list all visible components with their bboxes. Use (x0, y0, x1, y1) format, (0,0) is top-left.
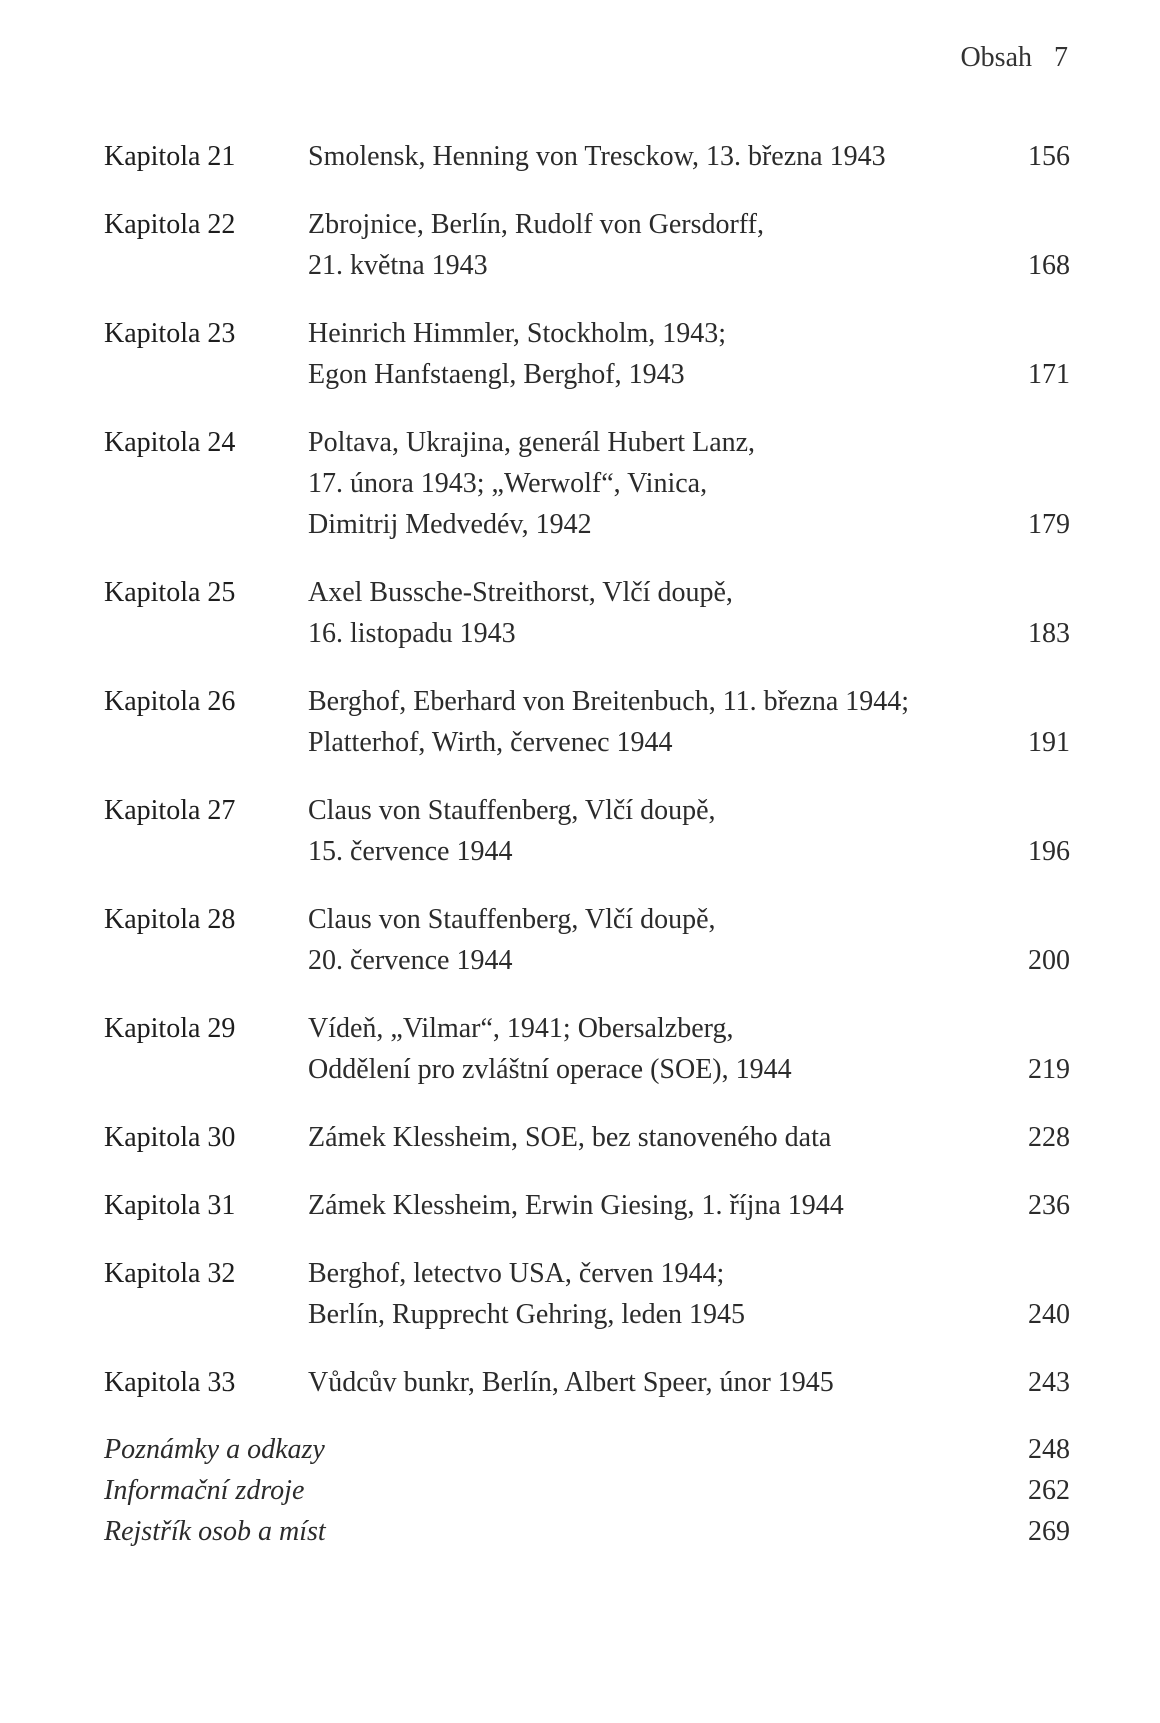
chapter-title-line: Axel Bussche-Streithorst, Vlčí doupě, (308, 577, 733, 608)
chapter-page-number: 240 (1028, 1299, 1070, 1330)
chapter-title (308, 1117, 998, 1158)
chapter-label: Kapitola 25 (104, 577, 236, 608)
chapter-page-number: 243 (1028, 1367, 1070, 1398)
back-matter-item (104, 1429, 1070, 1470)
toc-entry (104, 1362, 1070, 1403)
back-matter-title: Rejstřík osob a míst (104, 1516, 326, 1547)
chapter-title (308, 899, 998, 981)
chapter-title-line: Heinrich Himmler, Stockholm, 1943; (308, 318, 727, 349)
chapter-title-line: Dimitrij Medvedév, 1942 (308, 509, 592, 540)
back-matter-item (104, 1470, 1070, 1511)
chapter-title-line: Berlín, Rupprecht Gehring, leden 1945 (308, 1299, 746, 1330)
chapter-title-line: 15. července 1944 (308, 836, 513, 867)
chapter-title-line: 21. května 1943 (308, 250, 488, 281)
chapter-title-line: Berghof, letectvo USA, červen 1944; (308, 1258, 725, 1289)
chapter-page-number: 183 (1028, 618, 1070, 649)
chapter-label: Kapitola 23 (104, 318, 236, 349)
chapter-label: Kapitola 30 (104, 1122, 236, 1153)
page-number: 7 (1054, 42, 1068, 73)
chapter-label: Kapitola 33 (104, 1367, 236, 1398)
chapter-page-number: 200 (1028, 945, 1070, 976)
chapter-page-number: 156 (1028, 141, 1070, 172)
back-matter-page-number: 248 (1028, 1434, 1070, 1465)
chapter-title (308, 1185, 998, 1226)
back-matter-title: Poznámky a odkazy (104, 1434, 325, 1465)
chapter-title (308, 790, 998, 872)
chapter-page-number: 179 (1028, 509, 1070, 540)
chapter-title (308, 681, 998, 763)
table-of-contents (104, 136, 1070, 1430)
toc-entry (104, 1253, 1070, 1335)
running-head (960, 42, 1068, 74)
chapter-title-line: Oddělení pro zvláštní operace (SOE), 1944 (308, 1054, 792, 1085)
chapter-label: Kapitola 29 (104, 1013, 236, 1044)
toc-entry (104, 422, 1070, 545)
back-matter-item (104, 1511, 1070, 1552)
chapter-page-number: 191 (1028, 727, 1070, 758)
chapter-title-line: Zbrojnice, Berlín, Rudolf von Gersdorff, (308, 209, 764, 240)
chapter-title-line: 16. listopadu 1943 (308, 618, 516, 649)
chapter-title (308, 1008, 998, 1090)
chapter-title (308, 1362, 998, 1403)
toc-entry (104, 899, 1070, 981)
toc-entry (104, 1117, 1070, 1158)
toc-entry (104, 681, 1070, 763)
chapter-label: Kapitola 27 (104, 795, 236, 826)
chapter-title-line: Smolensk, Henning von Tresckow, 13. března 1943 (308, 141, 886, 172)
chapter-title-line: Claus von Stauffenberg, Vlčí doupě, (308, 904, 716, 935)
chapter-page-number: 168 (1028, 250, 1070, 281)
chapter-title-line: Vídeň, „Vilmar“, 1941; Obersalzberg, (308, 1013, 734, 1044)
chapter-title-line: 20. července 1944 (308, 945, 513, 976)
chapter-page-number: 196 (1028, 836, 1070, 867)
back-matter-list (104, 1429, 1070, 1552)
toc-entry (104, 204, 1070, 286)
chapter-title-line: Berghof, Eberhard von Breitenbuch, 11. března 1944; (308, 686, 910, 717)
chapter-title (308, 572, 998, 654)
back-matter-page-number: 262 (1028, 1475, 1070, 1506)
chapter-title-line: 17. února 1943; „Werwolf“, Vinica, (308, 468, 708, 499)
chapter-title (308, 204, 998, 286)
chapter-title (308, 422, 998, 545)
toc-entry (104, 136, 1070, 177)
chapter-label: Kapitola 31 (104, 1190, 236, 1221)
chapter-title-line: Egon Hanfstaengl, Berghof, 1943 (308, 359, 685, 390)
toc-entry (104, 1008, 1070, 1090)
toc-entry (104, 313, 1070, 395)
toc-entry (104, 790, 1070, 872)
chapter-title-line: Poltava, Ukrajina, generál Hubert Lanz, (308, 427, 756, 458)
back-matter-page-number: 269 (1028, 1516, 1070, 1547)
chapter-title (308, 1253, 998, 1335)
back-matter-title: Informační zdroje (104, 1475, 305, 1506)
toc-entry (104, 1185, 1070, 1226)
chapter-label: Kapitola 28 (104, 904, 236, 935)
chapter-title-line: Claus von Stauffenberg, Vlčí doupě, (308, 795, 716, 826)
chapter-title-line: Zámek Klessheim, Erwin Giesing, 1. října 1944 (308, 1190, 844, 1221)
chapter-label: Kapitola 24 (104, 427, 236, 458)
chapter-title-line: Zámek Klessheim, SOE, bez stanoveného data (308, 1122, 832, 1153)
chapter-page-number: 219 (1028, 1054, 1070, 1085)
chapter-label: Kapitola 21 (104, 141, 236, 172)
chapter-title-line: Platterhof, Wirth, červenec 1944 (308, 727, 673, 758)
running-head-section: Obsah (960, 42, 1032, 73)
chapter-title-line: Vůdcův bunkr, Berlín, Albert Speer, únor 1945 (308, 1367, 834, 1398)
chapter-title (308, 313, 998, 395)
chapter-page-number: 228 (1028, 1122, 1070, 1153)
chapter-label: Kapitola 22 (104, 209, 236, 240)
chapter-page-number: 236 (1028, 1190, 1070, 1221)
toc-entry (104, 572, 1070, 654)
chapter-label: Kapitola 26 (104, 686, 236, 717)
chapter-page-number: 171 (1028, 359, 1070, 390)
chapter-label: Kapitola 32 (104, 1258, 236, 1289)
chapter-title (308, 136, 998, 177)
